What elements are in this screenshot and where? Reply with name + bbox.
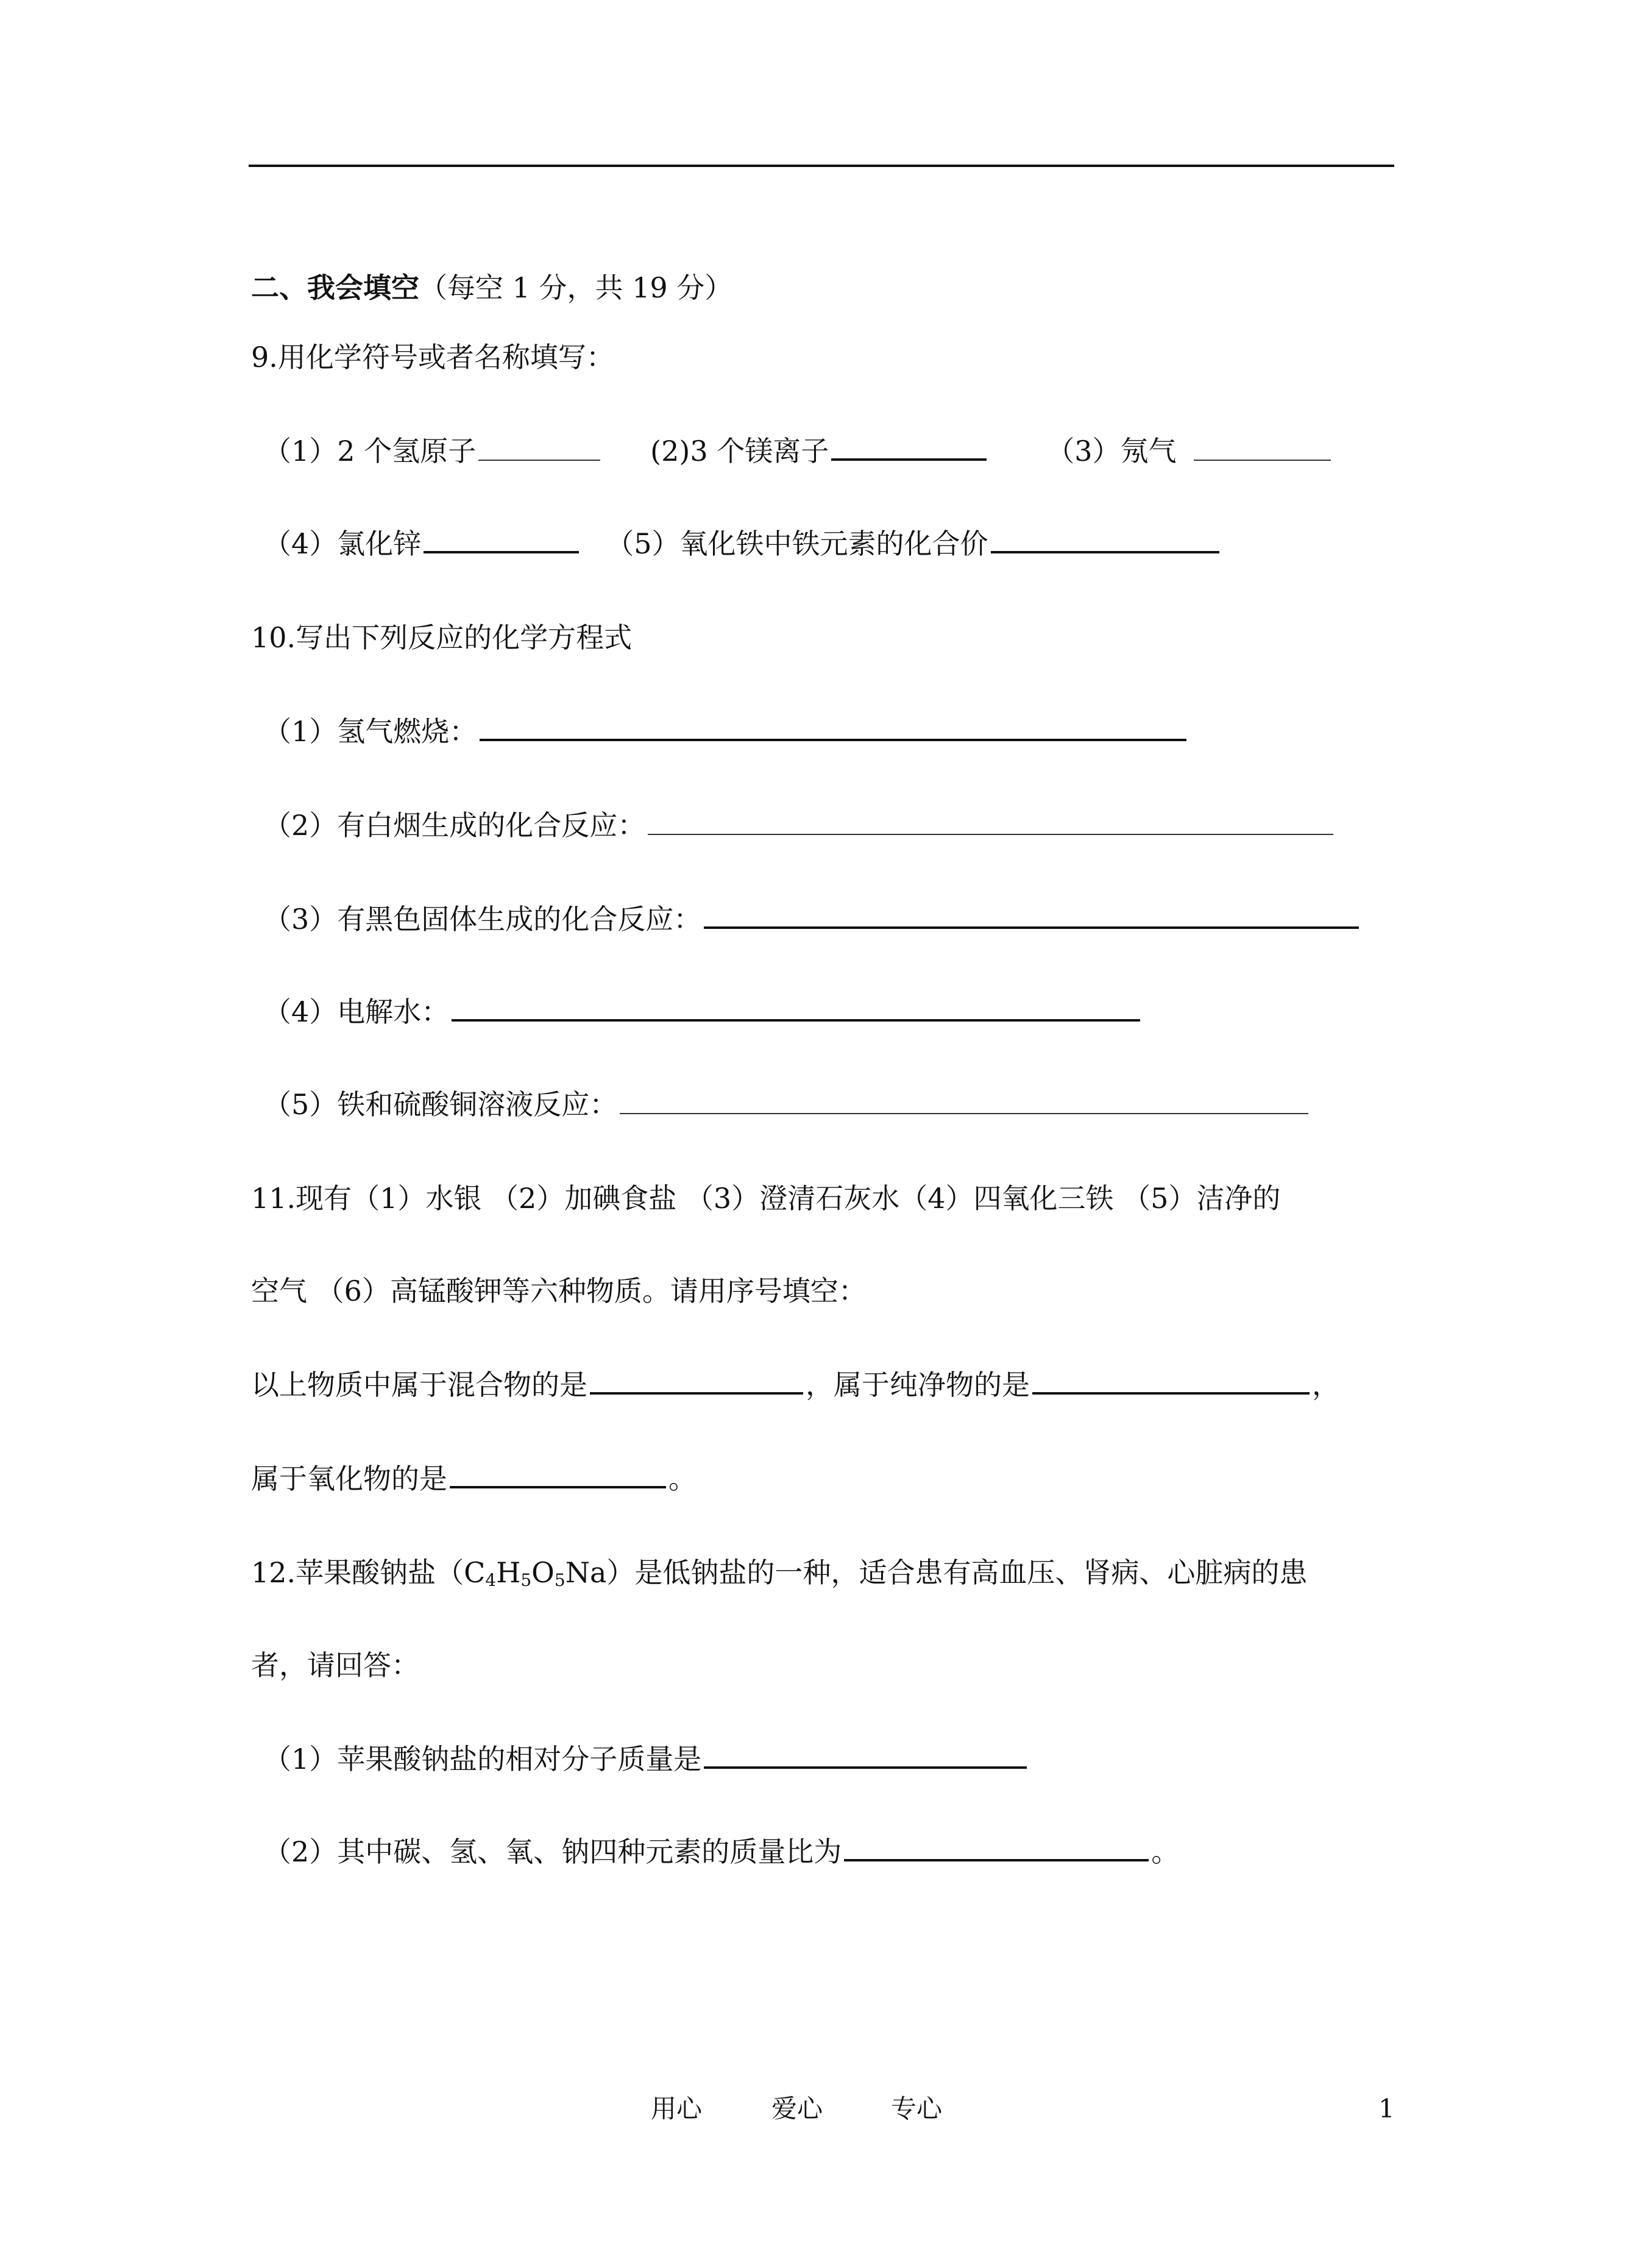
q11-part-e: 。	[668, 1462, 697, 1495]
q10-blank5[interactable]	[620, 1089, 1308, 1114]
q10-stem: 10.写出下列反应的化学方程式	[251, 621, 633, 654]
q11-part-c: ，	[1312, 1368, 1340, 1401]
q12-sub-o: 5	[554, 1570, 566, 1590]
q12-row2	[263, 1833, 1179, 1870]
q10-row2	[263, 807, 1336, 844]
q9-row1	[263, 433, 1333, 469]
q10-item2: （2）有白烟生成的化合反应：	[263, 809, 646, 842]
q10-row3	[263, 901, 1361, 937]
q9-item2: (2)3 个镁离子	[650, 435, 829, 467]
q10-item3: （3）有黑色固体生成的化合反应：	[263, 903, 702, 936]
q11-blank-oxide[interactable]	[450, 1462, 666, 1488]
q11-blank-mixture[interactable]	[590, 1368, 803, 1395]
q9-item3: （3）氖气	[1046, 435, 1177, 467]
q12-line2: 者，请回答：	[251, 1649, 419, 1682]
q12-h: H	[496, 1556, 521, 1589]
q10-row1	[263, 713, 1189, 750]
q10-blank1[interactable]	[480, 714, 1186, 741]
q12-blank1[interactable]	[704, 1742, 1027, 1769]
q12-o: O	[531, 1556, 555, 1589]
q9-row2	[263, 525, 1222, 562]
q10-item1: （1）氢气燃烧：	[263, 715, 478, 748]
q12-text-b: Na）是低钠盐的一种，适合患有高血压、肾病、心脏病的患	[565, 1556, 1308, 1589]
q10-item5: （5）铁和硫酸铜溶液反应：	[263, 1088, 618, 1121]
q11-line3	[251, 1367, 1340, 1403]
footer-motto-2: 爱心	[771, 2094, 823, 2124]
q10-blank3[interactable]	[704, 902, 1359, 929]
q11-part-b: ，属于纯净物的是	[806, 1368, 1030, 1401]
section-heading-bold: 二、我会填空	[251, 271, 419, 304]
section-heading-note: （每空 1 分，共 19 分）	[419, 271, 733, 304]
q9-blank4[interactable]	[424, 527, 579, 553]
page-number: 1	[1378, 2094, 1395, 2124]
footer-motto-1: 用心	[651, 2094, 703, 2124]
q10-blank2[interactable]	[648, 809, 1333, 835]
q12-blank2[interactable]	[844, 1835, 1149, 1861]
q12-row1	[263, 1741, 1029, 1777]
q9-item5: （5）氧化铁中铁元素的化合价	[606, 527, 988, 560]
q12-text-a: 12.苹果酸钠盐（C	[251, 1556, 486, 1589]
footer-motto-3: 专心	[891, 2094, 943, 2124]
q11-part-a: 以上物质中属于混合物的是	[251, 1368, 587, 1401]
q9-blank3[interactable]	[1194, 435, 1331, 461]
q12-item2: （2）其中碳、氢、氧、钠四种元素的质量比为	[263, 1835, 842, 1868]
q12-sub-h: 5	[520, 1570, 532, 1590]
q9-stem: 9.用化学符号或者名称填写：	[251, 341, 614, 374]
q11-line1: 11.现有（1）水银 （2）加碘食盐 （3）澄清石灰水（4）四氧化三铁 （5）洁净的	[251, 1182, 1281, 1215]
q9-item4: （4）氯化锌	[263, 527, 422, 560]
q9-blank5[interactable]	[991, 527, 1219, 553]
header-rule	[249, 165, 1394, 167]
q11-blank-pure[interactable]	[1032, 1368, 1310, 1395]
q11-part-d: 属于氧化物的是	[251, 1462, 447, 1495]
q11-line2: 空气 （6）高锰酸钾等六种物质。请用序号填空：	[251, 1274, 867, 1307]
q12-line1	[251, 1554, 1307, 1591]
q11-line4	[251, 1460, 697, 1497]
q12-sub-c: 4	[485, 1570, 497, 1590]
q10-item4: （4）电解水：	[263, 995, 450, 1028]
q9-blank2[interactable]	[831, 434, 987, 461]
q12-item2-end: 。	[1151, 1835, 1180, 1868]
q10-row5	[263, 1086, 1311, 1123]
q10-row4	[263, 994, 1143, 1030]
q9-blank1[interactable]	[478, 435, 600, 461]
q9-item1: （1）2 个氢原子	[263, 435, 477, 467]
q10-blank4[interactable]	[452, 995, 1140, 1022]
q12-item1: （1）苹果酸钠盐的相对分子质量是	[263, 1743, 702, 1776]
section-heading	[251, 269, 732, 306]
